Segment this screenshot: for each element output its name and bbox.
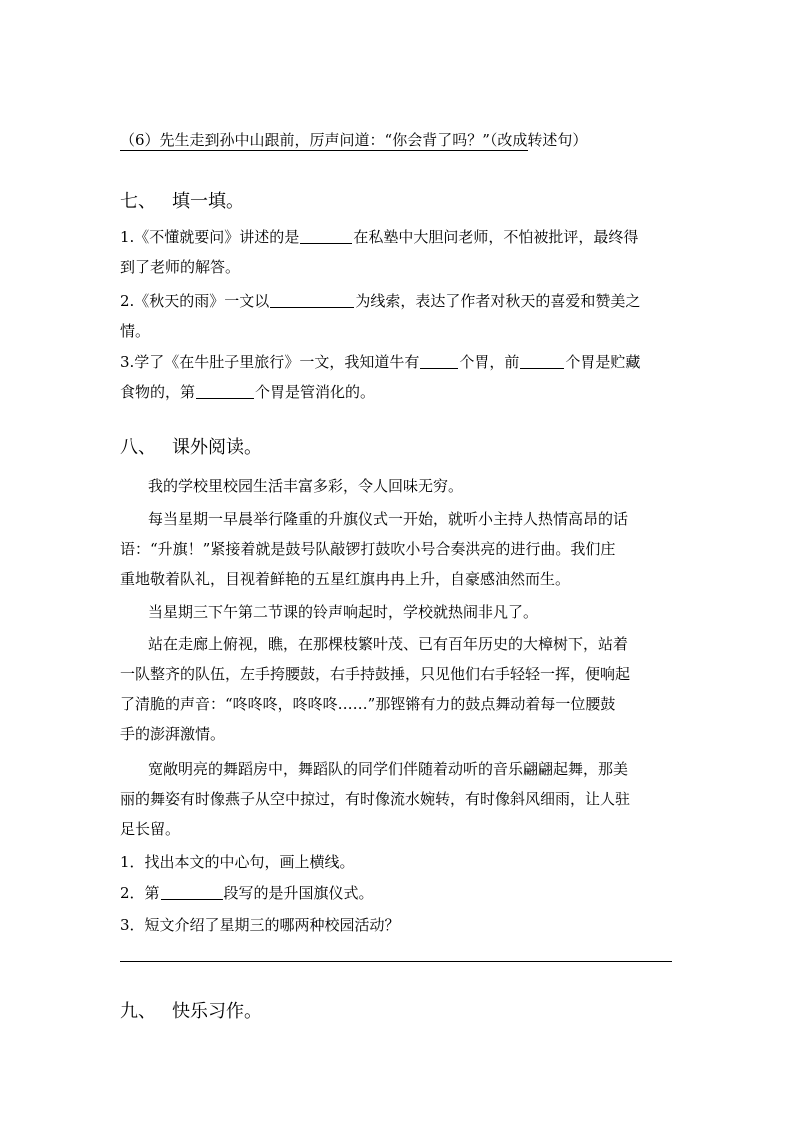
reading-paragraph-2-line-3: 重地敬着队礼，目视着鲜艳的五星红旗冉冉上升，自豪感油然而生。 (120, 570, 571, 588)
section-7-title: 填一填。 (172, 191, 244, 212)
answer-line-q6 (120, 150, 528, 151)
section-9-heading (120, 1000, 262, 1024)
fill-blank[interactable] (270, 292, 354, 308)
section-8-heading (120, 436, 262, 460)
reading-paragraph-4-line-1: 站在走廊上俯视，瞧，在那棵枝繁叶茂、已有百年历史的大樟树下，站着 (148, 635, 629, 653)
reading-question-3: 3．短文介绍了星期三的哪两种校园活动？ (120, 916, 400, 934)
reading-paragraph-5-line-2: 丽的舞姿有时像燕子从空中掠过，有时像流水婉转，有时像斜风细雨，让人驻 (120, 790, 631, 808)
section-7-heading (120, 190, 244, 214)
fill-item-3-line-1: 3.学了《在牛肚子里旅行》一文，我知道牛有 个胃，前 个胃是贮藏 (120, 353, 641, 371)
fill-blank[interactable] (161, 884, 223, 900)
question-6: （6）先生走到孙中山跟前，厉声问道：“你会背了吗？”（改成转述句） (120, 131, 588, 149)
fill-item-2-line-1: 2.《秋天的雨》一文以 为线索，表达了作者对秋天的喜爱和赞美之 (120, 292, 641, 310)
fill-item-3-line-2: 食物的，第 个胃是管消化的。 (120, 383, 376, 401)
reading-paragraph-2-line-2: 语：“升旗！”紧接着就是鼓号队敲锣打鼓吹小号合奏洪亮的进行曲。我们庄 (120, 540, 616, 558)
reading-question-2: 2．第 段写的是升国旗仪式。 (120, 884, 374, 902)
reading-paragraph-1: 我的学校里校园生活丰富多彩，令人回味无穷。 (148, 477, 464, 495)
reading-paragraph-5-line-3: 足长留。 (120, 820, 181, 838)
reading-paragraph-2-line-1: 每当星期一早晨举行隆重的升旗仪式一开始，就听小主持人热情高昂的话 (148, 510, 629, 528)
fill-item-1-line-1: 1.《不懂就要问》讲述的是 在私塾中大胆问老师，不怕被批评，最终得 (120, 228, 639, 246)
section-9-title: 快乐习作。 (172, 1001, 262, 1022)
section-7-number: 七、 (120, 191, 156, 212)
reading-paragraph-5-line-1: 宽敞明亮的舞蹈房中，舞蹈队的同学们伴随着动听的音乐翩翩起舞，那美 (148, 760, 629, 778)
reading-question-1: 1．找出本文的中心句，画上横线。 (120, 853, 355, 871)
fill-blank[interactable] (520, 353, 564, 369)
fill-blank[interactable] (196, 383, 254, 399)
reading-paragraph-3: 当星期三下午第二节课的铃声响起时，学校就热闹非凡了。 (148, 603, 539, 621)
fill-blank[interactable] (420, 353, 458, 369)
section-8-title: 课外阅读。 (172, 437, 262, 458)
fill-item-1-line-2: 到了老师的解答。 (120, 258, 241, 276)
reading-paragraph-4-line-4: 手的澎湃激情。 (120, 725, 226, 743)
fill-blank[interactable] (300, 228, 352, 244)
section-8-number: 八、 (120, 437, 156, 458)
answer-line-q3 (120, 961, 672, 962)
reading-paragraph-4-line-2: 一队整齐的队伍，左手挎腰鼓，右手持鼓捶，只见他们右手轻轻一挥，便响起 (120, 665, 631, 683)
section-9-number: 九、 (120, 1001, 156, 1022)
fill-item-2-line-2: 情。 (120, 322, 151, 340)
reading-paragraph-4-line-3: 了清脆的声音：“咚咚咚，咚咚咚……”那铿锵有力的鼓点舞动着每一位腰鼓 (120, 695, 616, 713)
